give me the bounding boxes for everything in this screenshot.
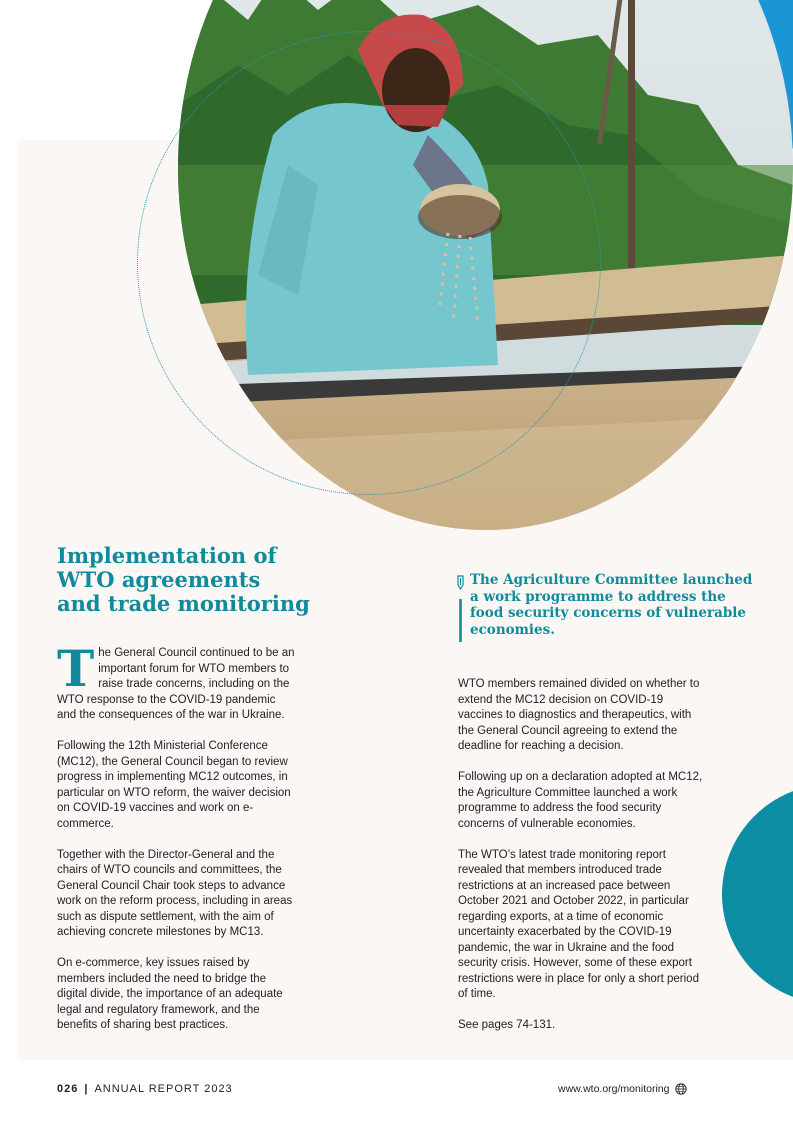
page-number: 026 [57,1083,79,1095]
paragraph-7: The WTO’s latest trade monitoring report revealed that members introduced trade restrictions at an increased pace between October 2021 and October 2022, in particular regarding exports, at a time of economic uncertainty exacerbated by the COVID-19 pandemic, the war in Ukraine and the food security crisis. However, some of these export restrictions were in place for only a short period of time. [458,848,699,1000]
footer-right [558,1083,687,1095]
paragraph-1 [57,639,297,724]
heading-line-1: Implementation of [57,543,277,568]
left-column [57,639,297,1049]
right-column [458,677,708,1049]
paragraph-5: WTO members remained divided on whether to extend the MC12 decision on COVID-19 vaccines to diagnostics and therapeutics, with the General Council agreeing to extend the deadline for reaching a decision. [458,678,700,752]
report-title: ANNUAL REPORT 2023 [94,1083,233,1095]
see-pages-reference: See pages 74-131. [458,1019,556,1031]
drop-cap: T [57,639,95,698]
section-heading [57,544,387,616]
paragraph-2: Following the 12th Ministerial Conference (MC12), the General Council began to review progress in implementing MC12 outcomes, in particular on WTO reform, the waiver decision on COVID-19 vaccines and work on e-commerce. [57,740,291,830]
globe-icon [675,1083,687,1095]
paragraph-4: On e-commerce, key issues raised by members included the need to bridge the digital divide, the importance of an adequate legal and regulatory framework, and the benefits of sharing best practices. [57,957,283,1031]
heading-line-3: and trade monitoring [57,591,310,616]
footer-separator: | [84,1083,89,1095]
paragraph-6: Following up on a declaration adopted at MC12, the Agriculture Committee launched a work programme to address the food security concerns of vulnerable economies. [458,771,703,830]
decorative-dotted-ring [137,31,601,495]
footer-url[interactable]: www.wto.org/monitoring [558,1083,670,1095]
heading-line-2: WTO agreements [57,567,261,592]
pull-quote-text: The Agriculture Committee launched a work programme to address the food security concerns of vulnerable economies. [470,572,753,638]
pencil-icon [456,574,465,642]
paragraph-3: Together with the Director-General and the chairs of WTO councils and committees, the General Council Chair took steps to advance work on the reform process, including in areas such as dispute settlement, with the aim of achieving concrete milestones by MC13. [57,848,293,938]
footer-left [57,1083,233,1095]
paragraph-1-text: he General Council continued to be an important forum for WTO members to raise trade concerns, including on the WTO response to the COVID-19 pandemic and the consequences of the war in Ukraine. [57,647,295,721]
